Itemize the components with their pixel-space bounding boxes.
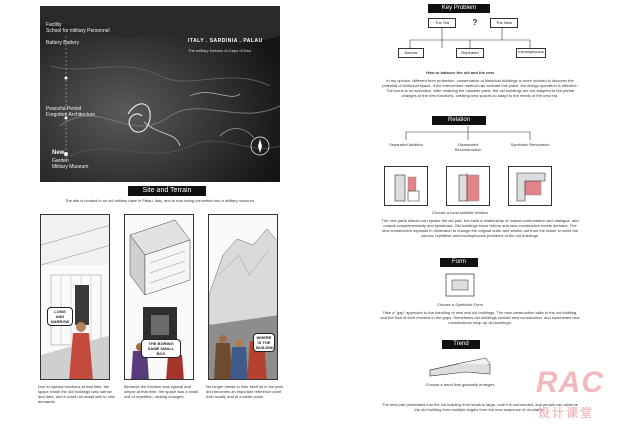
relation-option-separated: Separated Addition: [389, 142, 423, 147]
rac-logo-mark: RAC: [536, 366, 604, 399]
trend-body: The new part penetrates into the old building from small to large, until it is surrounded, and people can observe the old building from multiple angles from the new sequence of circulation.: [382, 402, 578, 412]
panel-3-caption: No longer needs to hide itself as in the past, and becomes an important reference point both locally and at a wider scale.: [206, 384, 284, 399]
diagram-dismantled: [446, 166, 490, 206]
panel-2-caption: Because the function was special and simple at that time, the space was a small unit of repetition, lacking changes.: [124, 384, 199, 399]
speech-bubble-2: THE BORING SAME SMALL BOX: [141, 339, 181, 358]
node-repeated: Repeated: [456, 48, 484, 58]
map-title: ITALY . SARDINIA . PALAU: [188, 38, 263, 44]
sketch-panel-2: [124, 214, 194, 380]
sketch-panel-1: [40, 214, 110, 380]
relation-title: Relation: [432, 116, 486, 125]
label-architecture: Forgotten Architecture: [46, 112, 96, 118]
site-terrain-title: Site and Terrain: [128, 186, 206, 196]
site-terrain-caption: The site is located in an old military base in Palau, Italy, and is now being converted into a military museum.: [64, 198, 256, 203]
question-mark: ?: [472, 18, 478, 27]
diagram-symbiotic: [508, 166, 552, 206]
relation-option-dismantled: Dismantled Reconstruction: [454, 142, 482, 152]
form-diagram: [440, 270, 480, 300]
rac-logo-sub: 设计课堂: [538, 406, 595, 420]
label-museum: Military Museum: [52, 164, 89, 170]
mountain-sketch: [209, 215, 278, 380]
speech-bubble-1: LONG AND NARROW: [47, 307, 73, 326]
sketch-panel-3: [208, 214, 278, 380]
node-the-new: The New: [490, 18, 518, 28]
rac-logo: [532, 366, 620, 422]
diagram-separated: [384, 166, 428, 206]
balance-question: How to balance the old and the new: [426, 70, 494, 75]
form-choose: Choose a Symbiotic Form: [436, 302, 483, 307]
key-problem-body: In my opinion, different from protection, conservation of historical buildings is more inclined to discover the potential of historical space. If the intervention method can activate this place, the design operation is effective. The focus is on activation, after retaining the valuable parts, the old buildings are not adapted to the partial changes of the new functions, creating new spaces to adapt to the needs of the new era.: [382, 78, 578, 98]
trend-title: Trend: [442, 340, 480, 349]
map-subtitle: The military fortress of Capo d'Orso: [188, 48, 252, 53]
label-garden: Garden: [52, 158, 69, 164]
trend-diagram: [426, 352, 494, 378]
label-post: Peaceful Period: [46, 106, 82, 112]
speech-bubble-3: WHERE IS THE BUILDING: [253, 333, 275, 352]
node-inconspicuous: Inconspicuous: [516, 48, 546, 58]
form-title: Form: [440, 258, 478, 267]
label-new: New: [52, 150, 65, 156]
node-the-old: The Old: [428, 18, 456, 28]
form-body: Take a "gap" approach to the handling of new and old buildings. The new construction talks to the old building, and the flow of time remains in the gaps. Sometimes old buildings contain new construction, and sometimes new constructions wrap up old buildings.: [380, 310, 580, 325]
relation-body: The new parts should not replace the old part, but build a relationship of mutual confrontation and dialogue, and mutual complementarity and symbiosis. Old buildings show history and new construction meets demand. The new construction expands in dimension to change the original order and stretch out from the inside to solve the narrow, repetitive and inconspicuous problems of the old buildings.: [381, 218, 579, 238]
node-narrow: Narrow: [398, 48, 424, 58]
key-problem-title: Key Problem: [428, 4, 490, 13]
label-battery: Battery Battery: [46, 40, 80, 46]
relation-option-symbiotic: Symbiotic Renovation: [510, 142, 550, 147]
label-school: School for military Personnel: [46, 28, 110, 34]
relation-tree-lines: [380, 126, 560, 140]
label-facility: Facility: [46, 22, 62, 28]
relation-choose: Choose a most suitable relation: [431, 210, 489, 215]
trend-choose: Choose a trend that gradually enlarges: [425, 382, 495, 387]
aerial-map: [40, 6, 280, 182]
corridor-sketch: [41, 215, 110, 380]
panel-1-caption: Due to special functions at that time, the space inside the old buildings was narrow and dark, and it could not adapt well to new demands.: [38, 384, 115, 404]
